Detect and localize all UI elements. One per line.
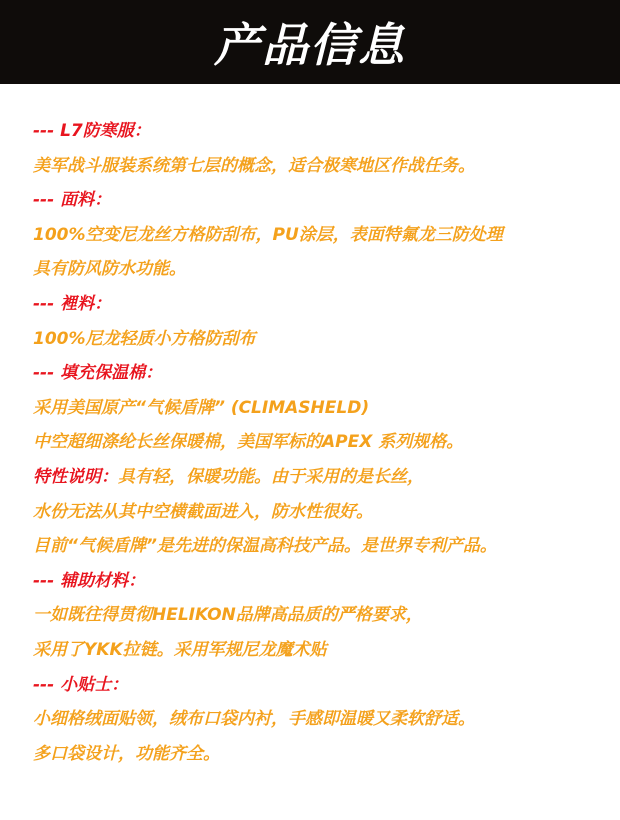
body-text-line: 采用美国原产“气候盾牌” (CLIMASHELD) [33,397,370,418]
product-info-content [0,84,620,771]
body-text-line: 美军战斗服装系统第七层的概念，适合极寒地区作战任务。 [33,155,475,176]
section-heading-lining: --- 裡料： [33,293,112,314]
header-banner [0,0,620,84]
body-text-line: 100%尼龙轻质小方格防刮布 [33,328,256,349]
body-text-line: 一如既往得贯彻HELIKON品牌高品质的严格要求， [33,605,423,626]
body-text-line: 具有防风防水功能。 [33,259,186,280]
body-text-line: 目前“气候盾牌”是先进的保温高科技产品。是世界专利产品。 [33,536,497,557]
body-text-line: 采用了YKK拉链。采用军规尼龙魔术贴 [33,639,327,660]
section-heading-tips: --- 小贴士： [33,674,129,695]
feature-text: 具有轻，保暖功能。由于采用的是长丝， [118,466,424,487]
feature-description-line [33,460,620,495]
body-text-line: 小细格绒面贴领，绒布口袋内衬，手感即温暖又柔软舒适。 [33,709,475,730]
body-text-line: 水份无法从其中空横截面进入，防水性很好。 [33,501,373,522]
section-heading-fabric: --- 面料： [33,190,112,211]
body-text-line: 中空超细涤纶长丝保暖棉，美国军标的APEX 系列规格。 [33,432,464,453]
section-heading-l7: --- L7防寒服： [33,121,151,141]
body-text-line: 多口袋设计，功能齐全。 [33,743,220,764]
section-heading-insulation: --- 填充保温棉： [33,363,163,384]
body-text-line: 100%空变尼龙丝方格防刮布，PU涂层，表面特氟龙三防处理 [33,224,503,245]
page-title: 产品信息 [214,18,406,72]
section-heading-accessories: --- 辅助材料： [33,570,146,591]
feature-label: 特性说明： [33,466,118,487]
